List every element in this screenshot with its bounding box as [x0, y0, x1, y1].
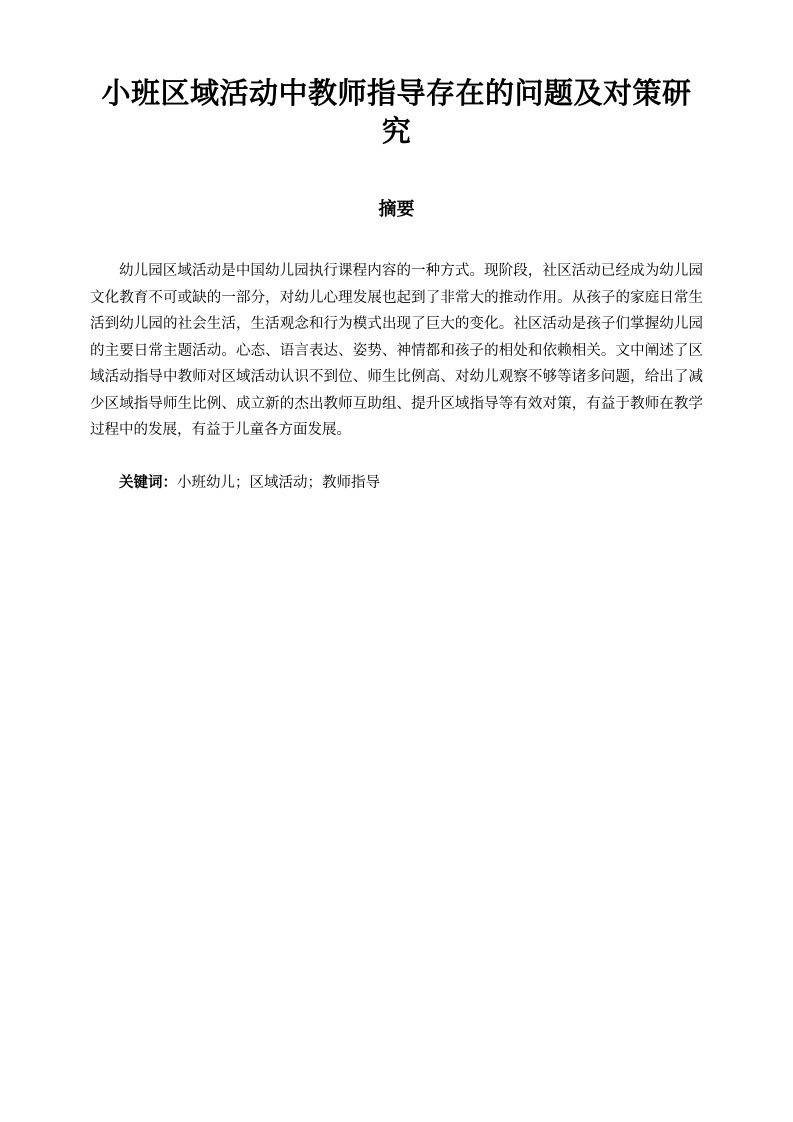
abstract-body: 幼儿园区域活动是中国幼儿园执行课程内容的一种方式。现阶段，社区活动已经成为幼儿园文化教育不可或缺的一部分，对幼儿心理发展也起到了非常大的推动作用。从孩子的家庭日常生活到幼儿园的社会生活，生活观念和行为模式出现了巨大的变化。社区活动是孩子们掌握幼儿园的主要日常主题活动。心态、语言表达、姿势、神情都和孩子的相处和依赖相关。文中阐述了区域活动指导中教师对区域活动认识不到位、师生比例高、对幼儿观察不够等诸多问题，给出了减少区域指导师生比例、成立新的杰出教师互助组、提升区域指导等有效对策，有益于教师在教学过程中的发展，有益于儿童各方面发展。	[90, 263, 703, 438]
keywords-value: 小班幼儿；区域活动；教师指导	[177, 474, 380, 491]
keywords-label: 关键词：	[119, 474, 177, 491]
keywords-line	[90, 470, 703, 496]
document-title: 小班区域活动中教师指导存在的问题及对策研究	[101, 76, 692, 148]
abstract-heading: 摘要	[378, 199, 415, 220]
